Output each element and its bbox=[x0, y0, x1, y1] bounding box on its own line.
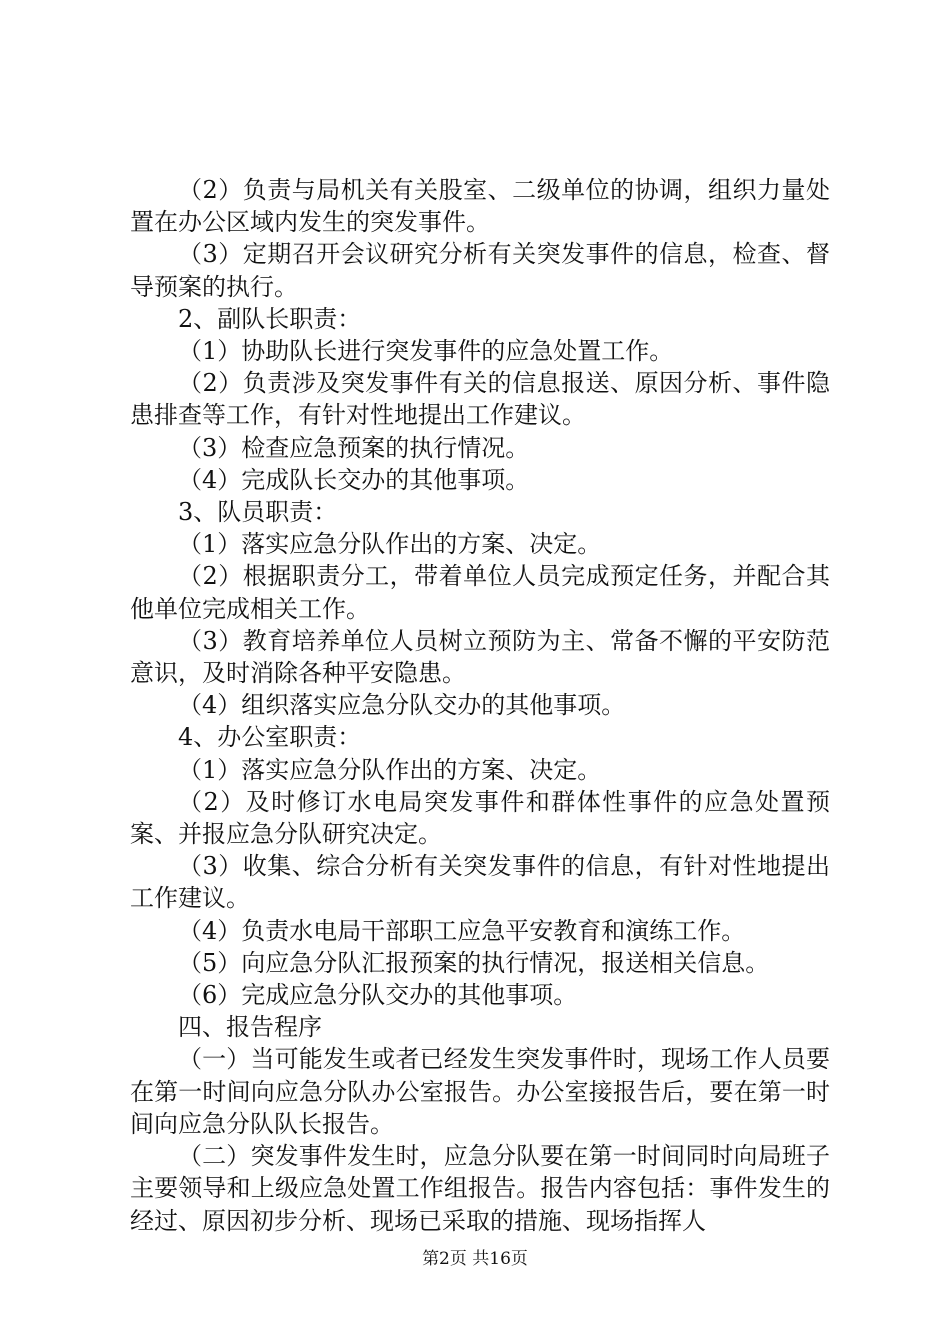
paragraph: （1）落实应急分队作出的方案、决定。 bbox=[178, 755, 602, 784]
paragraph: （3）教育培养单位人员树立预防为主、常备不懈的平安防范意识，及时消除各种平安隐患。 bbox=[130, 626, 830, 688]
document-body bbox=[130, 174, 830, 1237]
section-heading: 四、报告程序 bbox=[178, 1013, 322, 1042]
paragraph: （5）向应急分队汇报预案的执行情况，报送相关信息。 bbox=[178, 948, 770, 977]
paragraph: （2）根据职责分工，带着单位人员完成预定任务，并配合其他单位完成相关工作。 bbox=[130, 562, 830, 623]
paragraph: （4）组织落实应急分队交办的其他事项。 bbox=[178, 691, 626, 720]
section-heading: 4、办公室职责： bbox=[178, 723, 362, 752]
section-heading: 3、队员职责： bbox=[178, 498, 338, 527]
paragraph: （二）突发事件发生时，应急分队要在第一时间同时向局班子主要领导和上级应急处置工作组报告。报告内容包括：事件发生的经过、原因初步分析、现场已采取的措施、现场指挥人 bbox=[130, 1142, 830, 1235]
page-number-footer: 第2页 共16页 bbox=[422, 1249, 528, 1269]
paragraph: （3）收集、综合分析有关突发事件的信息，有针对性地提出工作建议。 bbox=[130, 852, 830, 913]
paragraph: （3）检查应急预案的执行情况。 bbox=[178, 433, 530, 462]
paragraph: （3）定期召开会议研究分析有关突发事件的信息，检查、督导预案的执行。 bbox=[130, 240, 830, 301]
paragraph: （4）负责水电局干部职工应急平安教育和演练工作。 bbox=[178, 916, 746, 945]
paragraph: （4）完成队长交办的其他事项。 bbox=[178, 465, 530, 494]
paragraph: （1）落实应急分队作出的方案、决定。 bbox=[178, 530, 602, 559]
paragraph: （2）及时修订水电局突发事件和群体性事件的应急处置预案、并报应急分队研究决定。 bbox=[130, 787, 830, 849]
paragraph: （一）当可能发生或者已经发生突发事件时，现场工作人员要在第一时间向应急分队办公室报告。办公室接报告后，要在第一时间向应急分队队长报告。 bbox=[130, 1045, 830, 1138]
paragraph: （2）负责与局机关有关股室、二级单位的协调，组织力量处置在办公区域内发生的突发事件。 bbox=[130, 176, 830, 237]
section-heading: 2、副队长职责： bbox=[178, 304, 362, 333]
paragraph: （2）负责涉及突发事件有关的信息报送、原因分析、事件隐患排查等工作，有针对性地提出工作建议。 bbox=[130, 369, 830, 430]
paragraph: （1）协助队长进行突发事件的应急处置工作。 bbox=[178, 337, 674, 366]
paragraph: （6）完成应急分队交办的其他事项。 bbox=[178, 981, 578, 1010]
